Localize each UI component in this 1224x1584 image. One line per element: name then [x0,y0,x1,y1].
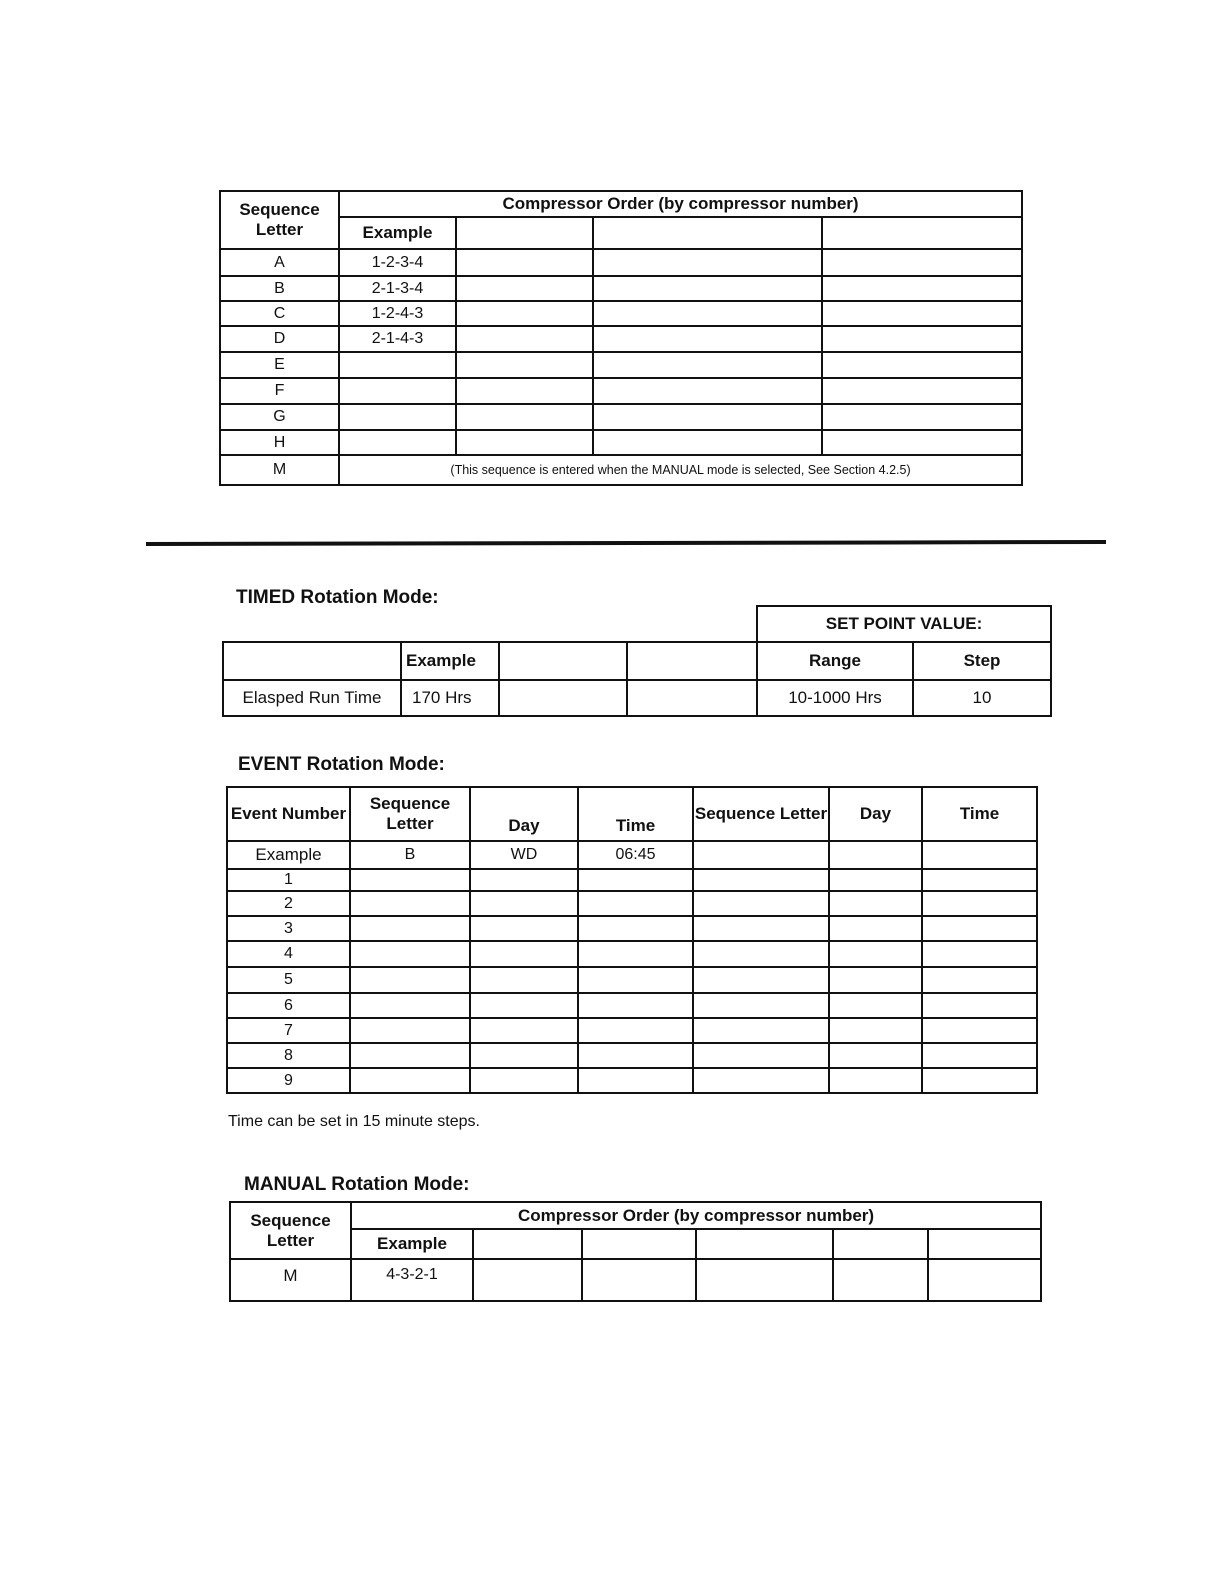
event-number: 4 [227,941,350,967]
event-number: 2 [227,891,350,916]
example-order [339,404,456,430]
order-cell [456,217,593,249]
timed-example-header: Example [401,642,499,680]
event-number: 5 [227,967,350,993]
example-header: Example [339,217,456,249]
step-value: 10 [913,680,1051,716]
sequence-letter-header-2: Sequence Letter [693,787,829,841]
example-order [339,430,456,455]
range-value: 10-1000 Hrs [757,680,913,716]
sequence-table [219,190,1023,486]
sequence-letter: G [220,404,339,430]
example-order: 1-2-3-4 [339,249,456,276]
sequence-letter-header: Sequence Letter [220,191,339,249]
event-example-day: WD [470,841,578,869]
timed-example-value: 170 Hrs [401,680,499,716]
manual-sequence-note: (This sequence is entered when the MANUAL mode is selected, See Section 4.2.5) [339,455,1022,485]
order-cell [822,217,1022,249]
set-point-header: SET POINT VALUE: [757,606,1051,642]
sequence-letter: M [220,455,339,485]
compressor-order-header: Compressor Order (by compressor number) [339,191,1022,217]
range-header: Range [757,642,913,680]
example-order [339,378,456,404]
manual-compressor-order-header: Compressor Order (by compressor number) [351,1202,1041,1229]
example-order: 1-2-4-3 [339,301,456,326]
day-header-1: Day [470,787,578,841]
sequence-letter-header-1: Sequence Letter [350,787,470,841]
timed-table [222,605,1052,717]
manual-heading: MANUAL Rotation Mode: [244,1174,470,1195]
event-table [226,786,1038,1094]
time-header-1: Time [578,787,693,841]
event-number: 9 [227,1068,350,1093]
event-number: 1 [227,869,350,891]
event-number: 3 [227,916,350,941]
manual-example-header: Example [351,1229,473,1259]
step-header: Step [913,642,1051,680]
sequence-letter: H [220,430,339,455]
event-number: 7 [227,1018,350,1043]
event-number: 8 [227,1043,350,1068]
sequence-letter: C [220,301,339,326]
timed-heading: TIMED Rotation Mode: [236,587,439,608]
order-cell [593,217,822,249]
time-header-2: Time [922,787,1037,841]
manual-table [229,1201,1042,1302]
event-number: 6 [227,993,350,1018]
event-example-sequence: B [350,841,470,869]
example-order [339,352,456,378]
event-heading: EVENT Rotation Mode: [238,754,445,775]
sequence-letter: B [220,276,339,301]
sequence-letter: D [220,326,339,352]
event-example-time: 06:45 [578,841,693,869]
event-example-label: Example [227,841,350,869]
manual-sequence-letter-header: Sequence Letter [230,1202,351,1259]
manual-example-order: 4-3-2-1 [351,1259,473,1301]
section-divider [146,540,1106,546]
example-order: 2-1-4-3 [339,326,456,352]
sequence-letter: E [220,352,339,378]
day-header-2: Day [829,787,922,841]
manual-sequence-letter: M [230,1259,351,1301]
time-step-note: Time can be set in 15 minute steps. [228,1113,480,1130]
example-order: 2-1-3-4 [339,276,456,301]
event-number-header: Event Number [227,787,350,841]
sequence-letter: F [220,378,339,404]
elapsed-run-time-label: Elasped Run Time [223,680,401,716]
sequence-letter: A [220,249,339,276]
